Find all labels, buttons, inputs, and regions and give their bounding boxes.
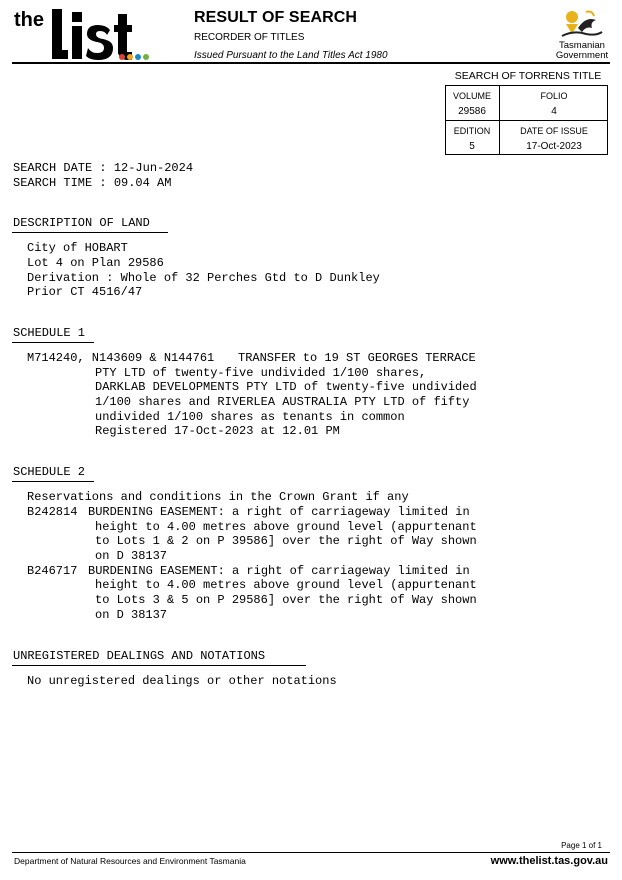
date-of-issue-value: 17-Oct-2023 (526, 141, 582, 152)
footer-department: Department of Natural Resources and Environment Tasmania (14, 856, 246, 866)
title-box-divider (445, 120, 608, 121)
document-title: RESULT OF SEARCH (194, 9, 358, 26)
schedule2-line: height to 4.00 metres above ground level (appurtenant (95, 520, 477, 534)
logo-dot-red-icon (119, 54, 125, 60)
heading-underline (12, 342, 94, 343)
schedule1-line: Registered 17-Oct-2023 at 12.01 PM (95, 424, 340, 438)
description-line: Lot 4 on Plan 29586 (27, 256, 164, 270)
heading-underline (12, 665, 306, 666)
footer-divider (12, 852, 610, 853)
schedule1-line: DARKLAB DEVELOPMENTS PTY LTD of twenty-five undivided (95, 380, 477, 394)
schedule2-ref: B246717 (27, 564, 78, 578)
footer-website-link[interactable]: www.thelist.tas.gov.au (490, 855, 608, 867)
heading-underline (12, 232, 168, 233)
schedule2-line: to Lots 1 & 2 on P 39586] over the right of Way shown (95, 534, 477, 548)
thelist-logo (14, 6, 154, 62)
volume-label: VOLUME (452, 91, 491, 101)
heading-underline (12, 481, 94, 482)
schedule1-ref: M714240, N143609 & N144761 (27, 351, 215, 365)
title-box-heading: SEARCH OF TORRENS TITLE (454, 70, 602, 82)
schedule1-line: undivided 1/100 shares as tenants in common (95, 410, 405, 424)
edition-label: EDITION (453, 126, 491, 136)
volume-value: 29586 (458, 106, 486, 117)
schedule1-heading: SCHEDULE 1 (13, 326, 86, 340)
logo-dot-green-icon (143, 54, 149, 60)
schedule2-line: on D 38137 (95, 549, 168, 563)
folio-label: FOLIO (540, 91, 568, 101)
gov-label-line2: Government (555, 50, 609, 61)
gov-label-line1: Tasmanian (559, 40, 605, 51)
schedule2-intro: Reservations and conditions in the Crown Grant if any (27, 490, 409, 504)
logo-dot-orange-icon (127, 54, 133, 60)
folio-value: 4 (551, 106, 557, 117)
page-number: Page 1 of 1 (561, 841, 602, 850)
unregistered-text: No unregistered dealings or other notations (27, 674, 337, 688)
schedule1-line: 1/100 shares and RIVERLEA AUSTRALIA PTY LTD of fifty (95, 395, 470, 409)
search-time: SEARCH TIME : 09.04 AM (13, 176, 172, 190)
document-subtitle: RECORDER OF TITLES (194, 32, 305, 43)
schedule1-line: PTY LTD of twenty-five undivided 1/100 shares, (95, 366, 427, 380)
header-divider (12, 62, 610, 64)
schedule2-line: on D 38137 (95, 608, 168, 622)
description-line: Prior CT 4516/47 (27, 285, 143, 299)
schedule2-line: height to 4.00 metres above ground level (appurtenant (95, 578, 477, 592)
issuing-act: Issued Pursuant to the Land Titles Act 1980 (194, 50, 388, 61)
svg-text:the: the (14, 9, 44, 31)
tasmanian-government-crest-icon (556, 8, 608, 38)
unregistered-heading: UNREGISTERED DEALINGS AND NOTATIONS (13, 649, 266, 663)
date-of-issue-label: DATE OF ISSUE (520, 126, 588, 136)
description-line: City of HOBART (27, 241, 128, 255)
schedule2-line: BURDENING EASEMENT: a right of carriageway limited in (88, 505, 470, 519)
description-heading: DESCRIPTION OF LAND (13, 216, 150, 230)
description-line: Derivation : Whole of 32 Perches Gtd to D Dunkley (27, 271, 380, 285)
edition-value: 5 (469, 141, 475, 152)
search-date: SEARCH DATE : 12-Jun-2024 (13, 161, 194, 175)
schedule1-line: TRANSFER to 19 ST GEORGES TERRACE (238, 351, 476, 365)
logo-dot-blue-icon (135, 54, 141, 60)
schedule2-line: to Lots 3 & 5 on P 29586] over the right of Way shown (95, 593, 477, 607)
schedule2-ref: B242814 (27, 505, 78, 519)
schedule2-heading: SCHEDULE 2 (13, 465, 86, 479)
schedule2-line: BURDENING EASEMENT: a right of carriageway limited in (88, 564, 470, 578)
